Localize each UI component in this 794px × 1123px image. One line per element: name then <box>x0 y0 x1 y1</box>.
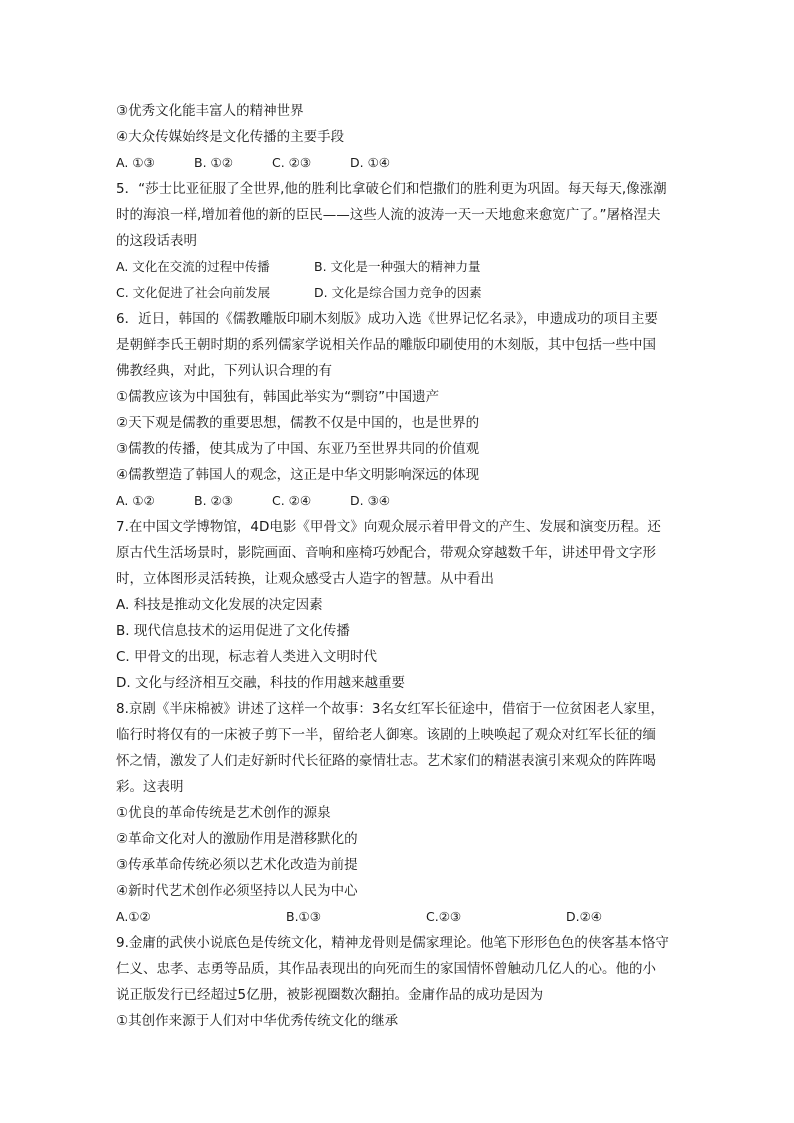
q4-choice-a: A. ①③ <box>116 155 155 170</box>
q7-stem-line-3: 时，立体图形灵活转换，让观众感受古人造字的智慧。从中看出 <box>116 571 494 587</box>
q8-stem-line-3: 怀之情，激发了人们走好新时代长征路的豪情壮志。艺术家们的精湛表演引来观众的阵阵喝 <box>116 753 656 769</box>
q8-item-3: ③传承革命传统必须以艺术化改造为前提 <box>116 857 358 873</box>
q6-item-2: ②天下观是儒教的重要思想，儒教不仅是中国的，也是世界的 <box>116 415 480 431</box>
q8-choice-d: D.②④ <box>566 909 603 924</box>
exam-page <box>116 98 686 1034</box>
q8-choice-b: B.①③ <box>286 909 321 924</box>
q4-item-3: ③优秀文化能丰富人的精神世界 <box>116 103 304 119</box>
q6-stem-line-1: 6．近日，韩国的《儒教雕版印刷木刻版》成功入选《世界记忆名录》，申遗成功的项目主要 <box>116 311 658 327</box>
q5-choice-d: D. 文化是综合国力竞争的因素 <box>314 285 482 300</box>
q5-choices-row-1 <box>116 254 686 280</box>
q6-choice-b: B. ②③ <box>194 493 233 508</box>
q4-choice-b: B. ①② <box>194 155 233 170</box>
q8-choice-c: C.②③ <box>426 909 462 924</box>
q7-choice-c: C. 甲骨文的出现，标志着人类进入文明时代 <box>116 649 378 665</box>
q8-item-1: ①优良的革命传统是艺术创作的源泉 <box>116 805 331 821</box>
q8-stem-line-2: 临行时将仅有的一床被子剪下一半，留给老人御寒。该剧的上映唤起了观众对红军长征的缅 <box>116 727 656 743</box>
q6-stem-line-2: 是朝鲜李氏王朝时期的系列儒家学说相关作品的雕版印刷使用的木刻版，其中包括一些中国 <box>116 337 656 353</box>
q6-stem-line-3: 佛教经典，对此，下列认识合理的有 <box>116 363 332 379</box>
q9-stem-line-1: 9.金庸的武侠小说底色是传统文化，精神龙骨则是儒家理论。他笔下形形色色的侠客基本恪守 <box>116 935 669 951</box>
q4-choice-c: C. ②③ <box>272 155 312 170</box>
q8-item-4: ④新时代艺术创作必须坚持以人民为中心 <box>116 883 358 899</box>
q7-choice-b: B. 现代信息技术的运用促进了文化传播 <box>116 623 350 639</box>
q5-choice-a: A. 文化在交流的过程中传播 <box>116 259 270 274</box>
q5-choice-c: C. 文化促进了社会向前发展 <box>116 285 271 300</box>
q5-choice-b: B. 文化是一种强大的精神力量 <box>314 259 481 274</box>
q6-choice-c: C. ②④ <box>272 493 312 508</box>
q6-item-4: ④儒教塑造了韩国人的观念，这正是中华文明影响深远的体现 <box>116 467 480 483</box>
q8-stem-line-4: 彩。这表明 <box>116 779 184 795</box>
q6-choices <box>116 488 686 514</box>
q6-item-3: ③儒教的传播，使其成为了中国、东亚乃至世界共同的价值观 <box>116 441 480 457</box>
q9-item-1: ①其创作来源于人们对中华优秀传统文化的继承 <box>116 1013 399 1029</box>
q9-stem-line-3: 说正版发行已经超过5亿册，被影视圈数次翻拍。金庸作品的成功是因为 <box>116 987 544 1003</box>
q8-item-2: ②革命文化对人的激励作用是潜移默化的 <box>116 831 358 847</box>
q5-choices-row-2 <box>116 280 686 306</box>
q9-stem-line-2: 仁义、忠孝、志勇等品质，其作品表现出的向死而生的家国情怀曾触动几亿人的心。他的小 <box>116 961 656 977</box>
q6-choice-a: A. ①② <box>116 493 155 508</box>
q5-stem-line-2: 时的海浪一样,增加着他的新的臣民——这些人流的波涛一天一天地愈来愈宽广了。”屠格涅夫 <box>116 207 661 223</box>
q6-item-1: ①儒教应该为中国独有，韩国此举实为“剽窃”中国遗产 <box>116 389 440 405</box>
q5-stem-line-1: 5．“莎士比亚征服了全世界,他的胜利比拿破仑们和恺撒们的胜利更为巩固。每天每天,像涨潮 <box>116 181 667 197</box>
q4-choice-d: D. ①④ <box>350 155 390 170</box>
q8-stem-line-1: 8.京剧《半床棉被》讲述了这样一个故事：3名女红军长征途中，借宿于一位贫困老人家里， <box>116 701 664 717</box>
q8-choice-a: A.①② <box>116 909 151 924</box>
q5-stem-line-3: 的这段话表明 <box>116 233 197 249</box>
q6-choice-d: D. ③④ <box>350 493 390 508</box>
q7-stem-line-1: 7.在中国文学博物馆，4D电影《甲骨文》向观众展示着甲骨文的产生、发展和演变历程。还 <box>116 519 661 535</box>
q7-choice-a: A. 科技是推动文化发展的决定因素 <box>116 597 323 613</box>
q4-item-4: ④大众传媒始终是文化传播的主要手段 <box>116 129 345 145</box>
q7-choice-d: D. 文化与经济相互交融，科技的作用越来越重要 <box>116 675 405 691</box>
q7-stem-line-2: 原古代生活场景时，影院画面、音响和座椅巧妙配合，带观众穿越数千年，讲述甲骨文字形 <box>116 545 656 561</box>
q8-choices <box>116 904 686 930</box>
q4-choices <box>116 150 686 176</box>
